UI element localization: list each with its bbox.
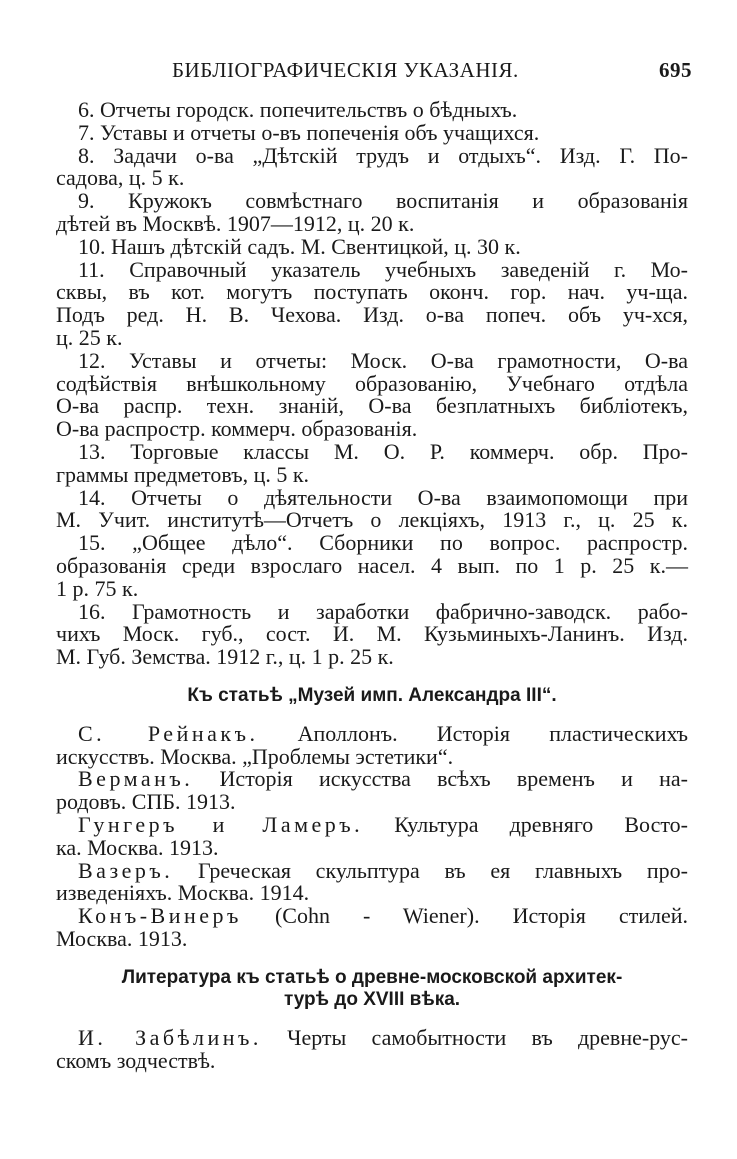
text-line: 11. Справочный указатель учебныхъ заведеній г. Мо- (78, 256, 688, 282)
text-line: 8. Задачи о-ва „Дѣтскій трудъ и отдыхъ“. Изд. Г. По- (78, 142, 688, 168)
text-line: искусствъ. Москва. „Проблемы эстетики“. (56, 743, 454, 769)
text-line: садова, ц. 5 к. (56, 165, 185, 191)
text-line: чихъ Моск. губ., сост. И. М. Кузьминыхъ-Ланинъ. Изд. (56, 621, 688, 647)
text-line (56, 811, 688, 837)
entry-author: Верманъ. (78, 766, 194, 792)
text-line: О-ва распростр. коммерч. образованія. (56, 416, 418, 442)
text-line: скомъ зодчествѣ. (56, 1048, 216, 1074)
text-line: граммы предметовъ, ц. 5 к. (56, 461, 310, 487)
text-line: родовъ. СПБ. 1913. (56, 789, 236, 815)
text-line: 13. Торговые классы М. О. Р. коммерч. обр. Про- (78, 438, 688, 464)
list-item-14 (56, 484, 688, 533)
text-line: М. Учит. институтѣ—Отчетъ о лекціяхъ, 1913 г., ц. 25 к. (56, 507, 688, 533)
bibliography-entry (56, 857, 688, 906)
text-line: 9. Кружокъ совмѣстнаго воспитанія и образованія (78, 188, 688, 214)
list-item-16 (56, 598, 688, 670)
text-line: 14. Отчеты о дѣятельности О-ва взаимопомощи при (78, 484, 688, 510)
bibliography-entry (56, 768, 688, 814)
entry-text: (Cohn - Wiener). Исторія стилей. (241, 903, 688, 929)
bibliography-entry (56, 905, 688, 951)
header-title: БИБЛІОГРАФИЧЕСКІЯ УКАЗАНІЯ. (172, 58, 519, 82)
text-line: содѣйствія внѣшкольному образованію, Учебнаго отдѣла (56, 370, 688, 396)
text-line: ц. 25 к. (56, 324, 123, 350)
list-item-12 (56, 347, 688, 442)
text-line: 10. Нашъ дѣтскій садъ. М. Свентицкой, ц. 30 к. (78, 233, 521, 259)
heading-line: турѣ до XVIII вѣка. (283, 989, 461, 1011)
text-line: 15. „Общее дѣло“. Сборники по вопрос. распростр. (78, 530, 688, 556)
list-item-11 (56, 256, 688, 350)
text-line: дѣтей въ Москвѣ. 1907—1912, ц. 20 к. (56, 210, 415, 236)
text-line (56, 768, 688, 791)
text-line: 1 р. 75 к. (56, 575, 139, 601)
entry-author: С. Рейнакъ. (78, 720, 259, 746)
list-item-9 (56, 190, 688, 236)
running-header (172, 58, 692, 86)
text-line: Подъ ред. Н. В. Чехова. Изд. о-ва попеч. объ уч-хся, (56, 302, 688, 328)
bibliography-entry (56, 1027, 688, 1073)
text-line: образованія среди взрослаго насел. 4 вып. по 1 р. 25 к.— (56, 552, 688, 578)
text-line: 16. Грамотность и заработки фабрично-заводск. рабо- (78, 598, 688, 624)
list-item-6 (56, 99, 688, 122)
entry-text: Черты самобытности въ древне-рус- (261, 1025, 688, 1051)
list-item-13 (56, 438, 688, 487)
text-line (56, 720, 688, 746)
list-item-10 (56, 233, 688, 259)
entry-text: Аполлонъ. Исторія пластическихъ (258, 720, 688, 746)
entry-author: Конъ-Винеръ (78, 903, 242, 929)
page-body (56, 99, 688, 1073)
text-line: 6. Отчеты городск. попечительствъ о бѣдныхъ. (78, 97, 518, 122)
section-heading-architecture (56, 967, 688, 1013)
entry-text: Греческая скульптура въ ея главныхъ про- (173, 857, 688, 883)
list-item-15 (56, 532, 688, 600)
text-line: сквы, въ кот. могутъ поступать оконч. гор. нач. уч-ща. (56, 279, 688, 305)
text-line: ка. Москва. 1913. (56, 834, 219, 860)
entry-author: Гунгеръ и Ламеръ. (78, 811, 364, 837)
list-item-7 (56, 119, 688, 145)
bibliography-section-architecture (56, 1027, 688, 1073)
numbered-list (56, 99, 688, 669)
entry-author: И. Забѣлинъ. (78, 1025, 262, 1051)
entry-author: Вазеръ. (78, 857, 174, 883)
entry-text: Исторія искусства всѣхъ временъ и на- (193, 766, 688, 792)
text-line: М. Губ. Земства. 1912 г., ц. 1 р. 25 к. (56, 644, 394, 670)
text-line (56, 1027, 688, 1050)
page-number: 695 (659, 58, 692, 82)
entry-text: Культура древняго Восто- (363, 811, 688, 837)
text-line: Москва. 1913. (56, 925, 188, 951)
heading-line: Литература къ статьѣ о древне-московской архитек- (121, 966, 623, 988)
text-line: О-ва распр. техн. знаній, О-ва безплатныхъ библіотекъ, (56, 393, 688, 419)
bibliography-entry (56, 811, 688, 860)
text-line (56, 857, 688, 883)
bibliography-section-museum (56, 720, 688, 951)
list-item-8 (56, 142, 688, 191)
text-line: изведеніяхъ. Москва. 1914. (56, 880, 310, 906)
text-line: 12. Уставы и отчеты: Моск. О-ва грамотности, О-ва (78, 347, 688, 373)
section-heading-museum: Къ статьѣ „Музей имп. Александра III“. (187, 684, 557, 706)
text-line (56, 905, 688, 928)
text-line: 7. Уставы и отчеты о-въ попеченія объ учащихся. (78, 119, 540, 145)
bibliography-entry (56, 720, 688, 769)
